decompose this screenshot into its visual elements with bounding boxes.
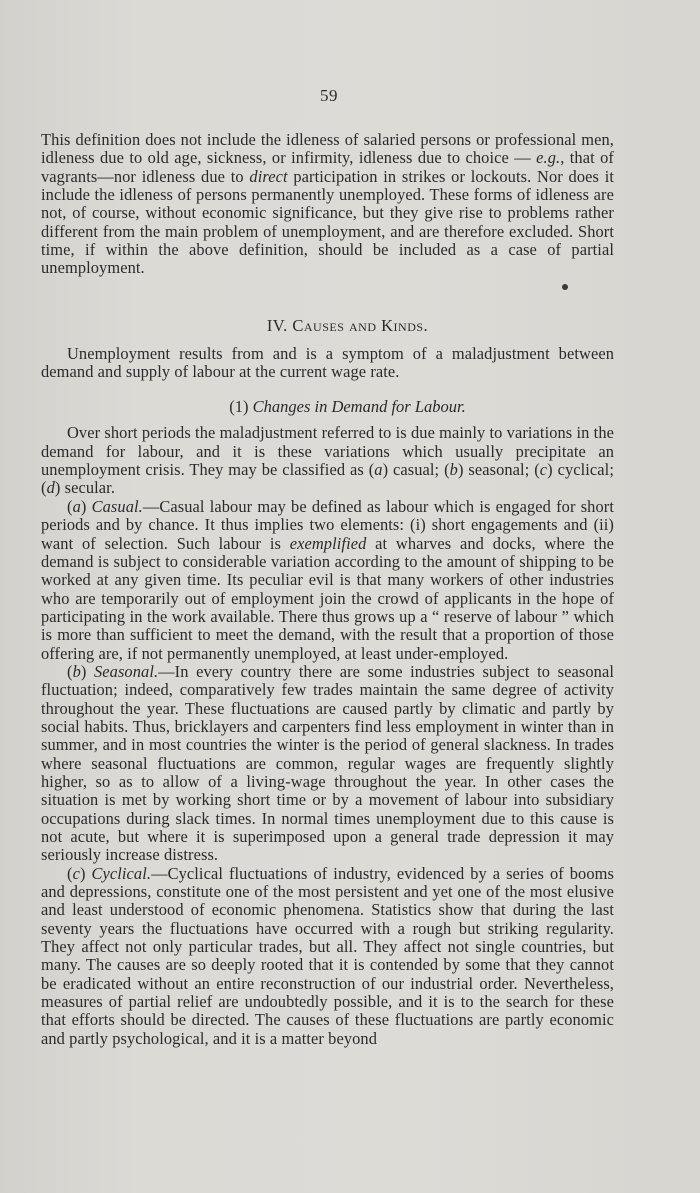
label-word: Casual.	[91, 496, 143, 516]
text-run: , that of vagrants—nor idleness due to	[41, 148, 614, 186]
text-run: Over short periods the maladjustment referred to is due mainly to variations in the demand for labour, and it is these variations which usually precipitate an unemployment crisis. They may be classified as (	[41, 423, 614, 480]
subsection-heading	[41, 397, 614, 417]
label-paren: (	[67, 863, 73, 883]
label-paren: )	[80, 496, 92, 516]
subsection-title: Changes in Demand for Labour.	[252, 397, 466, 417]
section-title: Causes and Kinds.	[292, 315, 429, 335]
italic-text: exemplified	[289, 533, 367, 553]
label-paren: )	[79, 863, 92, 883]
paragraph-definition-exclusions	[41, 131, 614, 278]
text-run: ) casual; (	[382, 460, 450, 480]
text-run: —In every country there are some industries subject to seasonal fluctuation; indeed, comparatively few trades maintain the same degree of activity throughout the year. These fluctuations are caused partly by climatic and partly by social habits. Thus, bricklayers and carpenters find less employment in winter than in summer, and in most countries the winter is the period of general slackness. In trades where seasonal fluctuations are common, regular wages are frequently slightly higher, so as to allow of a living-wage throughout the year. In other cases the situation is met by working short time or by a movement of labour into subsidiary occupations during slack times. In normal times unemployment due to this cause is not acute, but where it is superimposed upon a general trade depression it may seriously increase distress.	[41, 661, 614, 865]
label-word: Seasonal.	[93, 661, 159, 681]
italic-letter: d	[46, 478, 55, 498]
text-run: —Casual labour may be defined as labour which is engaged for short periods and by chance. It thus implies two elements: (i) short engagements and (ii) want of selection. Such labour is	[41, 496, 614, 553]
text-run: ) secular.	[54, 478, 116, 498]
italic-letter: b	[449, 460, 458, 480]
label-letter: a	[72, 496, 81, 516]
text-run: participation in strikes or lockouts. Nor does it include the idleness of persons permanently unemployed. These forms of idleness are not, of course, without economic significance, but they give rise to problems rather different from the main problem of unemployment, and are therefore excluded. Short time, if within the above definition, should be included as a case of partial unemployment.	[41, 166, 615, 278]
paragraph-casual	[41, 498, 614, 663]
text-run: ) cyclical; (	[41, 460, 614, 498]
label-paren: )	[80, 661, 94, 681]
label-letter: b	[72, 661, 81, 681]
page-number: 59	[320, 86, 338, 105]
italic-text: e.g.	[536, 148, 561, 168]
italic-letter: a	[374, 460, 383, 480]
text-run: at wharves and docks, where the demand is subject to considerable variation according to the amount of shipping to be worked at any given time. Its peculiar evil is that many workers of other industries who are temporarily out of employment join the crowd of applicants in the hope of participating in the work available. There thus grows up a “ reserve of labour ” which is more than sufficient to meet the demand, with the result that a proportion of those offering are, if not permanently unemployed, at least under-employed.	[41, 533, 614, 663]
label-word: Cyclical.	[91, 863, 152, 883]
ink-speck	[562, 284, 568, 290]
paragraph-variations-classification	[41, 424, 614, 497]
subsection-number: (1)	[229, 397, 249, 417]
label-letter: c	[72, 863, 80, 883]
paragraph-unemployment-symptom: Unemployment results from and is a symptom of a maladjustment between demand and supply of labour at the current wage rate.	[41, 343, 614, 382]
italic-letter: c	[539, 460, 548, 480]
text-run: ) seasonal; (	[457, 460, 540, 480]
italic-text: direct	[249, 166, 288, 186]
text-run: This definition does not include the idleness of salaried persons or professional men, idleness due to old age, sickness, or infirmity, idleness due to choice —	[41, 130, 614, 168]
text-run: —Cyclical fluctuations of industry, evidenced by a series of booms and depressions, constitute one of the most persistent and yet one of the most elusive and least understood of economic phenomena. Statistics show that during the last seventy years the fluctuations have occurred with a rough but striking regularity. They affect not only particular trades, but all. They affect not single countries, but many. The causes are so deeply rooted that it is contended by some that they cannot be eradicated without an entire reconstruction of our industrial order. Nevertheless, measures of partial relief are undoubtedly possible, and it is to the search for these that efforts should be directed. The causes of these fluctuations are partly economic and partly psychological, and it is a matter beyond	[41, 863, 614, 1048]
label-paren: (	[67, 661, 73, 681]
section-numeral: IV.	[266, 315, 288, 335]
paragraph-seasonal	[41, 663, 614, 865]
paragraph-cyclical	[41, 865, 614, 1048]
label-paren: (	[67, 496, 73, 516]
section-heading	[41, 316, 614, 336]
